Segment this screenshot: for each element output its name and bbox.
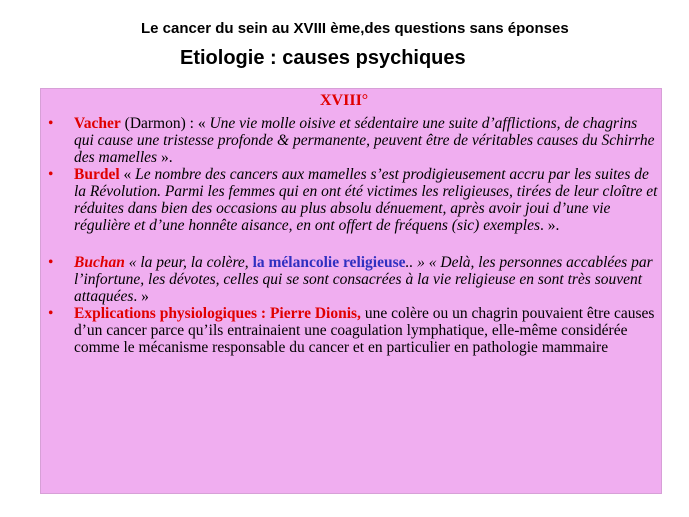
author-name: Buchan	[74, 254, 125, 271]
bullet-list	[46, 115, 658, 356]
quote: « la peur, la colère,	[124, 254, 253, 271]
list-item-burdel	[46, 166, 658, 234]
header-title: Le cancer du sein au XVIII ème,des questions sans éponses	[141, 20, 569, 37]
quote-continued: .. » « Delà, les personnes accablées par l’infortune, les dévotes, celles qui se sont consacrées à la vie religieuse en sont très souvent attaquées	[74, 254, 653, 305]
quote: Le nombre des cancers aux mamelles s’est prodigieusement accru par les suites de la Révolution. Parmi les femmes qui en ont été victimes les religieuses, tirées de leur cloître et réduites dans bien des occasions au plus absolu dénuement, après avoir joui d’une vie régulière et d’une honnête aisance, en ont offert de fréquens (sic) exemples	[74, 166, 658, 234]
list-item-dionis	[46, 305, 658, 356]
bullet-icon: •	[48, 305, 54, 322]
reference: «	[119, 166, 136, 183]
spacer	[46, 234, 658, 254]
list-item-buchan	[46, 254, 658, 305]
author-name: Explications physiologiques : Pierre Dionis,	[74, 305, 361, 322]
list-item-vacher	[46, 115, 658, 166]
bullet-icon: •	[48, 115, 54, 132]
reference: (Darmon) : «	[120, 115, 210, 132]
quote: Une vie molle oisive et sédentaire une suite d’afflictions, de chagrins qui cause une tristesse profonde & permanente, peuvent être de véritables causes du Schirrhe des mamelles	[74, 115, 655, 166]
quote-end: . ».	[540, 217, 560, 234]
quote-end: ».	[157, 149, 173, 166]
slide-title: Etiologie : causes psychiques	[180, 47, 466, 69]
century-label: XVIII°	[320, 92, 369, 109]
quote-end: . »	[133, 288, 149, 305]
author-name: Burdel	[74, 166, 120, 183]
explanation-text: une colère ou un chagrin pouvaient être causes d’un cancer parce qu’ils entrainaient une coagulation lymphatique, elle-même considérée comme le mécanisme responsable du cancer et en particulier en pathologie mammaire	[74, 305, 655, 356]
bullet-icon: •	[48, 166, 54, 183]
bullet-icon: •	[48, 254, 54, 271]
author-name: Vacher	[74, 115, 121, 132]
highlight-text: la mélancolie religieuse	[252, 254, 406, 271]
